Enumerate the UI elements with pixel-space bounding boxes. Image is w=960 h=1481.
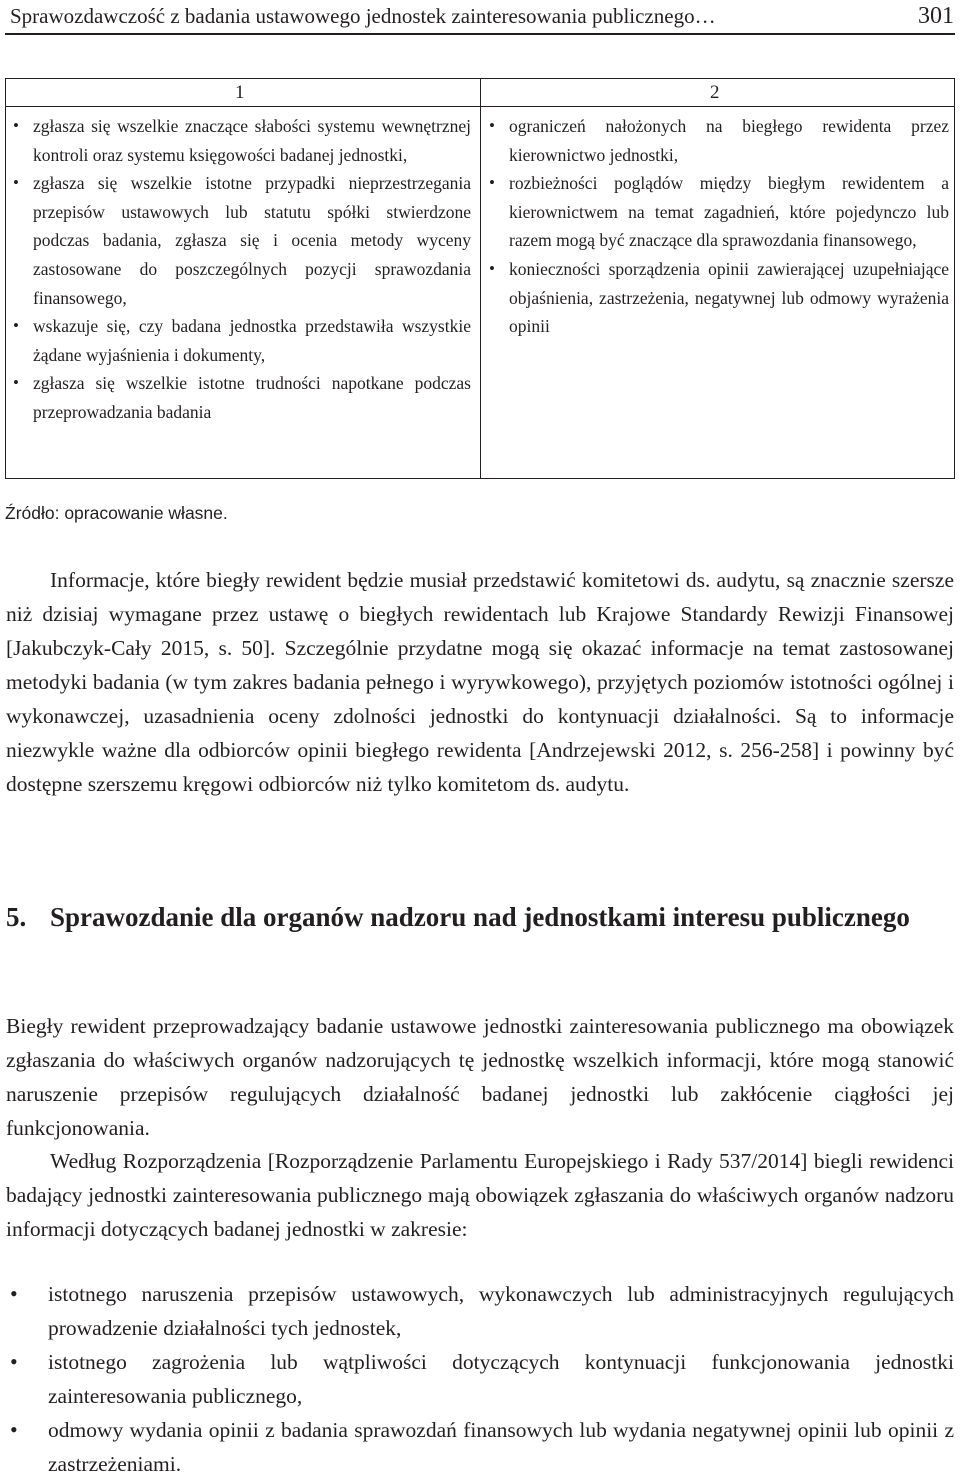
source-note: Źródło: opracowanie własne. (5, 503, 228, 523)
header-rule (5, 33, 955, 35)
paragraph-3: Według Rozporządzenia [Rozporządzenie Parlamentu Europejskiego i Rady 537/2014] biegli rewidenci badający jednostki zainteresowania publicznego mają obowiązek zgłaszania do właściwych organów nadzoru informacji dotyczących badanej jednostki w zakresie: (6, 1149, 954, 1241)
paragraph-1: Informacje, które biegły rewident będzie musiał przedstawić komitetowi ds. audytu, są znacznie szersze niż dzisiaj wymagane przez ustawę o biegłych rewidentach lub Krajowe Standardy Rewizji Finansowej [Jakubczyk-Cały 2015, s. 50]. Szczególnie przydatne mogą się okazać informacje na temat zastosowanej metodyki badania (w tym zakres badania pełnego i wyrywkowego), przyjętych poziomów istotności ogólnej i wykonawczej, uzasadnienia oceny zdolności jednostki do kontynuacji działalności. Są to informacje niezwykle ważne dla odbiorców opinii biegłego rewidenta [Andrzejewski 2012, s. 256-258] i powinny być dostępne szerszemu kręgowi odbiorców niż tylko komitetom ds. audytu. (6, 568, 954, 796)
list-item: • wskazuje się, czy badana jednostka przedstawiła wszystkie żądane wyjaśnienia i dokumenty, (11, 312, 471, 369)
list-item: • zgłasza się wszelkie istotne trudności napotkane podczas przeprowadzania badania (11, 369, 471, 426)
scope-bullet-list (6, 1277, 954, 1481)
table-column-divider (480, 78, 481, 479)
page-number: 301 (918, 3, 954, 29)
col1-list (11, 112, 471, 427)
section-title: Sprawozdanie dla organów nadzoru nad jednostkami interesu publicznego (50, 902, 910, 932)
list-item: • zgłasza się wszelkie znaczące słabości systemu wewnętrznej kontroli oraz systemu księgowości badanej jednostki, (11, 112, 471, 169)
column-header-2: 2 (710, 82, 720, 103)
col2-list (487, 112, 949, 341)
running-head-title: Sprawozdawczość z badania ustawowego jednostek zainteresowania publicznego… (10, 4, 716, 28)
table-right-border (954, 78, 955, 479)
list-item: • rozbieżności poglądów między biegłym rewidentem a kierownictwem na temat zagadnień, które pojedynczo lub razem mogą być znaczące dla sprawozdania finansowego, (487, 169, 949, 255)
list-item: • zgłasza się wszelkie istotne przypadki nieprzestrzegania przepisów ustawowych lub statutu spółki stwierdzone podczas badania, zgłasza się i ocenia metody wyceny zastosowane do poszczególnych pozycji sprawozdania finansowego, (11, 169, 471, 312)
section-number: 5. (6, 902, 27, 932)
table-cell-col2 (487, 112, 949, 341)
paragraph-2: Biegły rewident przeprowadzający badanie ustawowe jednostki zainteresowania publicznego ma obowiązek zgłaszania do właściwych organów nadzorujących tę jednostkę wszelkich informacji, które mogą stanowić naruszenie przepisów regulujących działalność badanej jednostki lub zakłócenie ciągłości jej funkcjonowania. (6, 1014, 954, 1140)
list-item: • istotnego naruszenia przepisów ustawowych, wykonawczych lub administracyjnych regulujących prowadzenie działalności tych jednostek, (6, 1277, 954, 1345)
table-cell-col1 (11, 112, 471, 427)
list-item: • konieczności sporządzenia opinii zawierającej uzupełniające objaśnienia, zastrzeżenia, negatywnej lub odmowy wyrażenia opinii (487, 255, 949, 341)
list-item: • istotnego zagrożenia lub wątpliwości dotyczących kontynuacji funkcjonowania jednostki zainteresowania publicznego, (6, 1345, 954, 1413)
list-item: • ograniczeń nałożonych na biegłego rewidenta przez kierownictwo jednostki, (487, 112, 949, 169)
running-head (10, 2, 954, 32)
column-header-1: 1 (235, 82, 245, 103)
comparison-table (5, 78, 955, 479)
list-item: • odmowy wydania opinii z badania sprawozdań finansowych lub wydania negatywnej opinii lub opinii z zastrzeżeniami. (6, 1413, 954, 1481)
table-left-border (5, 78, 6, 479)
